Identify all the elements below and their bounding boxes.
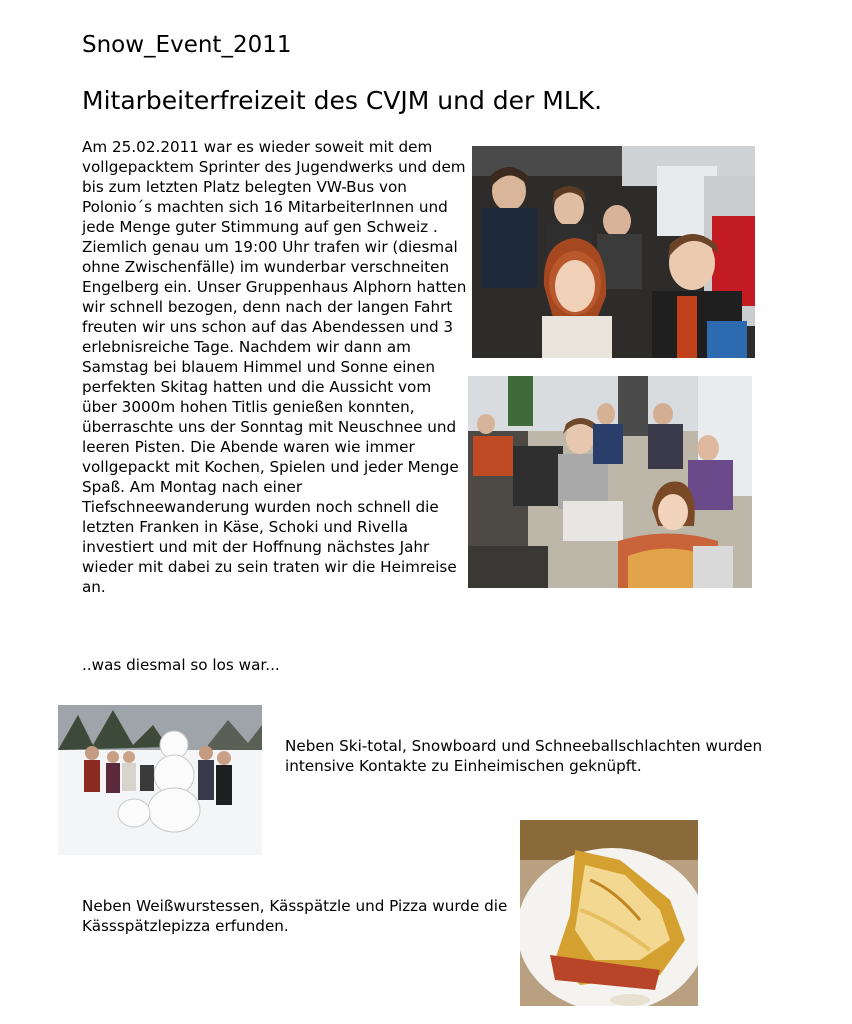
intro-line: leeren Pisten. Die Abende waren wie immer [82,438,415,456]
section-heading: ..was diesmal so los war... [82,656,280,674]
intro-line: Am 25.02.2011 war es wieder soweit mit dem [82,138,433,156]
intro-line: ohne Zwischenfälle) im wunderbar verschneiten [82,258,450,276]
bus-group-photo [472,146,755,358]
intro-line: letzten Franken in Käse, Schoki und Rivella [82,518,409,536]
snowman-photo [58,705,262,855]
intro-line: bis zum letzten Platz belegten VW-Bus von [82,178,407,196]
intro-line: Spaß. Am Montag nach einer [82,478,303,496]
intro-line: über 3000m hohen Titlis genießen konnten, [82,398,415,416]
intro-line: Engelberg ein. Unser Gruppenhaus Alphorn hatten [82,278,467,296]
intro-line: freuten wir uns schon auf das Abendessen und 3 [82,318,454,336]
pizza-caption [82,896,522,936]
intro-line: Samstag bei blauem Himmel und Sonne einen [82,358,436,376]
pizza-photo [520,820,698,1006]
intro-line: Ziemlich genau um 19:00 Uhr trafen wir (diesmal [82,238,458,256]
page-title: Snow_Event_2011 [82,32,292,58]
caption-line: Neben Weißwurstessen, Kässpätzle und Pizza wurde die [82,897,508,915]
intro-line: vollgepacktem Sprinter des Jugendwerks und dem [82,158,466,176]
intro-paragraph [82,137,472,597]
intro-line: an. [82,578,106,596]
intro-line: wir schnell bezogen, denn nach der langen Fahrt [82,298,453,316]
page-subtitle: Mitarbeiterfreizeit des CVJM und der MLK. [82,86,603,115]
lounge-group-photo [468,376,752,588]
intro-line: perfekten Skitag hatten und die Aussicht vom [82,378,432,396]
intro-line: wieder mit dabei zu sein traten wir die Heimreise [82,558,457,576]
intro-line: überraschte uns der Sonntag mit Neuschnee und [82,418,457,436]
intro-line: erlebnisreiche Tage. Nachdem wir dann am [82,338,411,356]
caption-line: intensive Kontakte zu Einheimischen geknüpft. [285,757,642,775]
intro-line: investiert und mit der Hoffnung nächstes Jahr [82,538,430,556]
caption-line: Kässspätzlepizza erfunden. [82,917,289,935]
intro-line: Tiefschneewanderung wurden noch schnell die [82,498,439,516]
intro-line: jede Menge guter Stimmung auf gen Schweiz . [82,218,438,236]
intro-line: Polonio´s machten sich 16 MitarbeiterInnen und [82,198,448,216]
intro-line: vollgepackt mit Kochen, Spielen und jeder Menge [82,458,459,476]
caption-line: Neben Ski-total, Snowboard und Schneeballschlachten wurden [285,737,763,755]
snowman-caption [285,736,785,776]
